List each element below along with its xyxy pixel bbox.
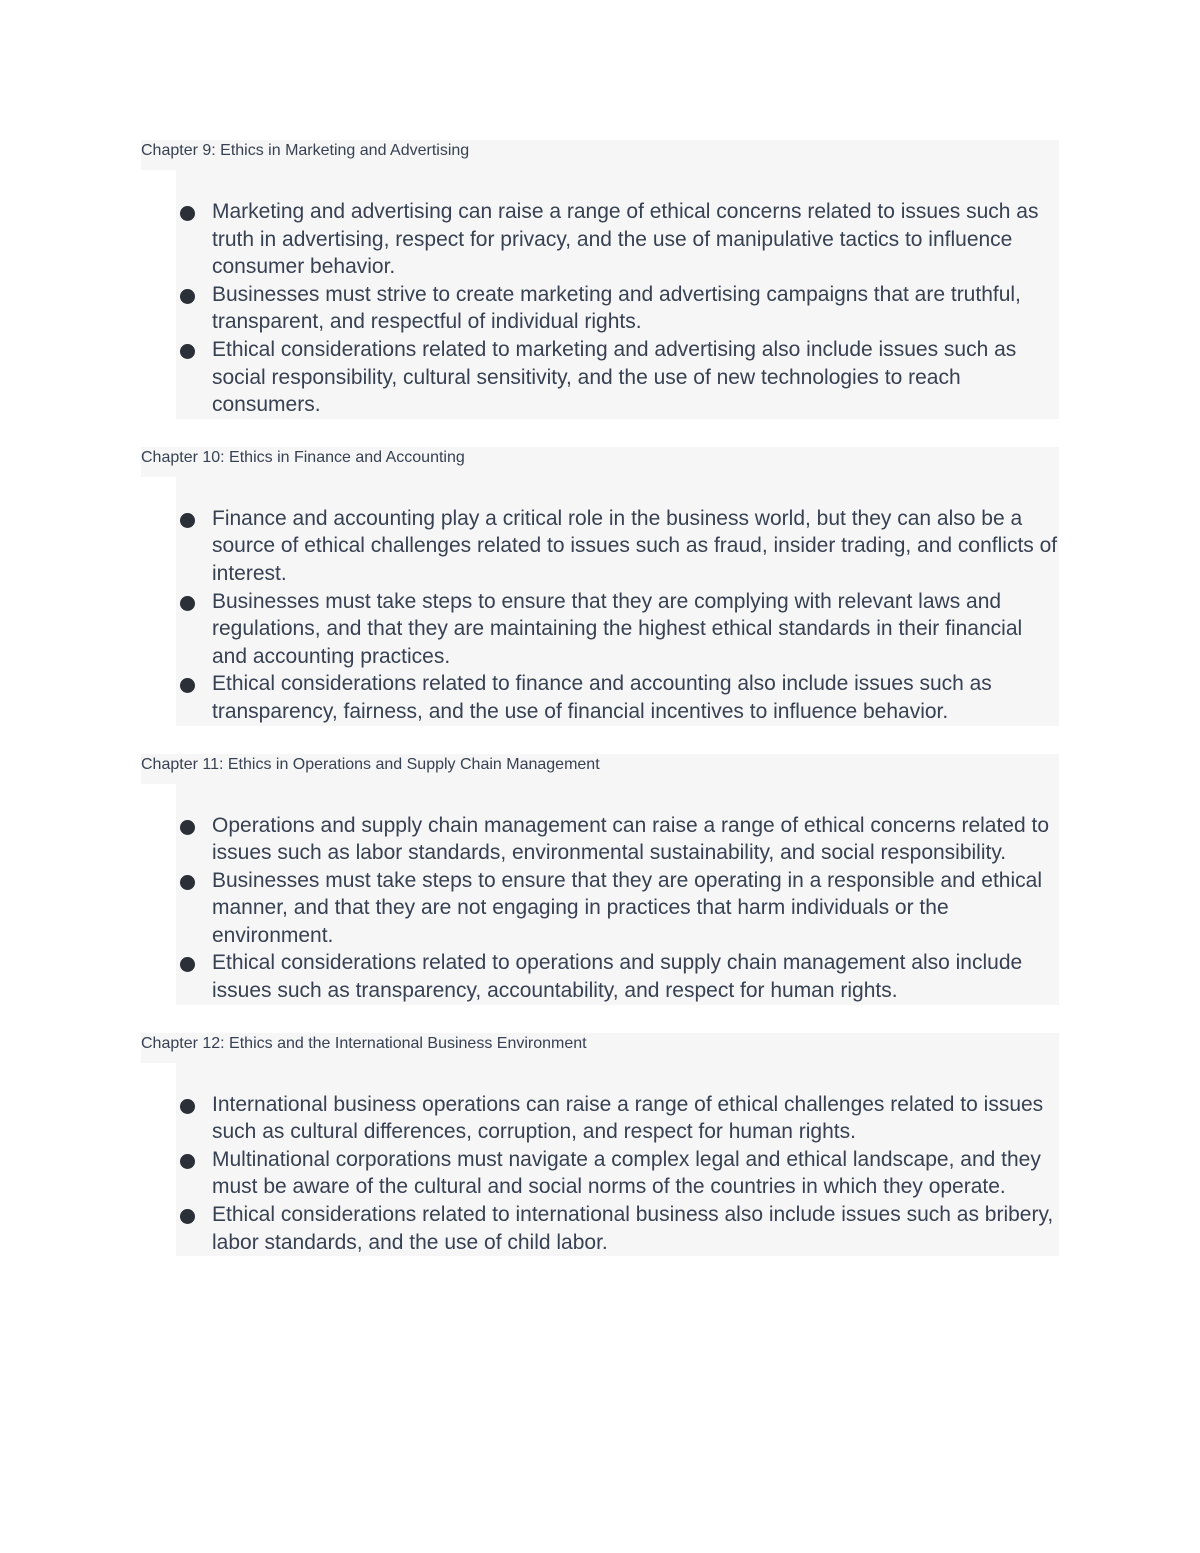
bullet-icon <box>180 596 195 611</box>
list-item: Businesses must take steps to ensure that they are complying with relevant laws and regulations, and that they are maintaining the highest ethical standards in their financial and accounting practices. <box>176 588 1059 671</box>
list-item: Ethical considerations related to finance and accounting also include issues such as transparency, fairness, and the use of financial incentives to influence behavior. <box>176 670 1059 725</box>
chapter-section <box>141 754 1059 1033</box>
bullet-icon <box>180 206 195 221</box>
bullet-icon <box>180 344 195 359</box>
chapter-title: Chapter 9: Ethics in Marketing and Advertising <box>141 140 1059 170</box>
chapter-section <box>141 1033 1059 1257</box>
list-item: Ethical considerations related to international business also include issues such as bribery, labor standards, and the use of child labor. <box>176 1201 1059 1256</box>
bullet-list <box>141 812 1059 1005</box>
bullet-icon <box>180 957 195 972</box>
bullet-icon <box>180 513 195 528</box>
bullet-icon <box>180 1099 195 1114</box>
list-item: Marketing and advertising can raise a range of ethical concerns related to issues such as truth in advertising, respect for privacy, and the use of manipulative tactics to influence consumer behavior. <box>176 198 1059 281</box>
bullet-icon <box>180 1209 195 1224</box>
chapter-section <box>141 447 1059 754</box>
bullet-icon <box>180 678 195 693</box>
list-item: Businesses must take steps to ensure that they are operating in a responsible and ethical manner, and that they are not engaging in practices that harm individuals or the environment. <box>176 867 1059 950</box>
list-item: Ethical considerations related to operations and supply chain management also include issues such as transparency, accountability, and respect for human rights. <box>176 949 1059 1004</box>
list-item: International business operations can raise a range of ethical challenges related to issues such as cultural differences, corruption, and respect for human rights. <box>176 1091 1059 1146</box>
bullet-list <box>141 505 1059 726</box>
chapter-section <box>141 140 1059 447</box>
chapter-title: Chapter 10: Ethics in Finance and Accounting <box>141 447 1059 477</box>
list-item: Finance and accounting play a critical role in the business world, but they can also be a source of ethical challenges related to issues such as fraud, insider trading, and conflicts of interest. <box>176 505 1059 588</box>
bullet-list <box>141 198 1059 419</box>
list-item: Businesses must strive to create marketing and advertising campaigns that are truthful, transparent, and respectful of individual rights. <box>176 281 1059 336</box>
chapter-title: Chapter 12: Ethics and the International Business Environment <box>141 1033 1059 1063</box>
document-content <box>141 140 1059 1256</box>
bullet-icon <box>180 289 195 304</box>
list-item: Operations and supply chain management can raise a range of ethical concerns related to issues such as labor standards, environmental sustainability, and social responsibility. <box>176 812 1059 867</box>
bullet-list <box>141 1091 1059 1257</box>
list-item: Ethical considerations related to marketing and advertising also include issues such as social responsibility, cultural sensitivity, and the use of new technologies to reach consumers. <box>176 336 1059 419</box>
list-item: Multinational corporations must navigate a complex legal and ethical landscape, and they must be aware of the cultural and social norms of the countries in which they operate. <box>176 1146 1059 1201</box>
bullet-icon <box>180 1154 195 1169</box>
bullet-icon <box>180 820 195 835</box>
chapter-title: Chapter 11: Ethics in Operations and Supply Chain Management <box>141 754 1059 784</box>
bullet-icon <box>180 875 195 890</box>
